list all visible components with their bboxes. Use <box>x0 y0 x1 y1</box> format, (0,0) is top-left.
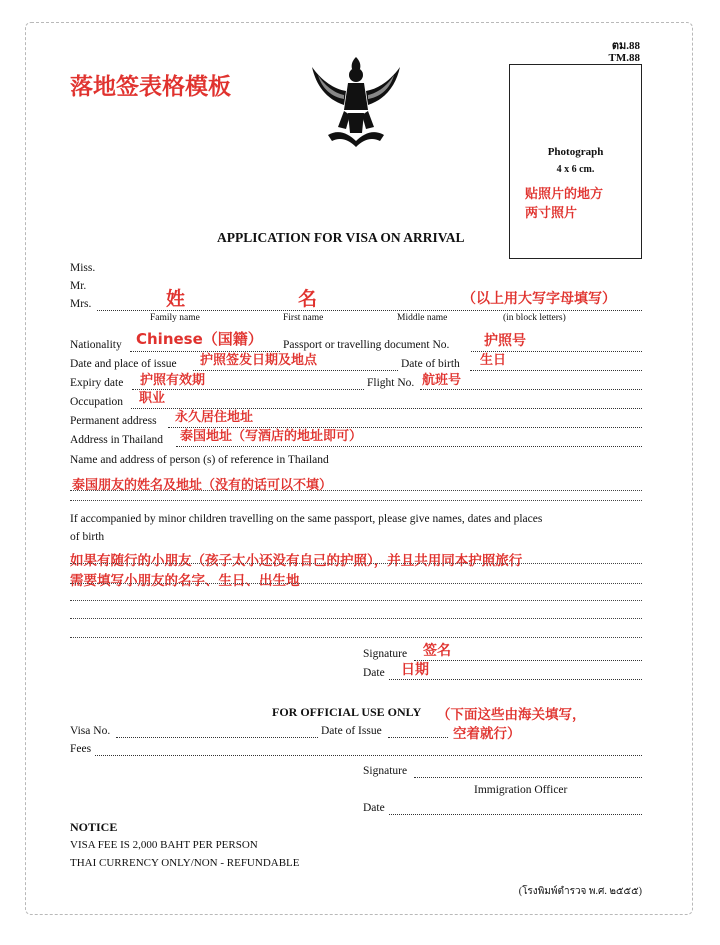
children-text-2: of birth <box>70 531 105 543</box>
date-label: Date <box>363 667 385 679</box>
flight-note: 航班号 <box>422 373 462 388</box>
title-miss: Miss. <box>70 262 96 274</box>
signature-label: Signature <box>363 648 408 660</box>
middle-name-label: Middle name <box>397 313 448 323</box>
flight-field[interactable] <box>420 389 642 390</box>
fees-field[interactable] <box>95 755 642 756</box>
reference-line-2[interactable] <box>70 500 642 501</box>
notice-line-1: VISA FEE IS 2,000 BAHT PER PERSON <box>70 839 258 851</box>
family-name-note: 姓 <box>166 288 186 310</box>
photo-size: 4 x 6 cm. <box>556 164 595 175</box>
date-of-issue-field[interactable] <box>388 737 448 738</box>
title-mr: Mr. <box>70 280 87 292</box>
signature-note: 签名 <box>423 643 451 659</box>
birth-note: 生日 <box>480 353 507 368</box>
official-date-field[interactable] <box>389 814 642 815</box>
official-note-1: （下面这些由海关填写， <box>437 707 586 723</box>
issue-note: 护照签发日期及地点 <box>200 353 318 368</box>
photo-note-2: 两寸照片 <box>525 206 578 221</box>
block-letters-note: （以上用大写字母填写） <box>462 291 616 307</box>
children-line-4[interactable] <box>70 618 642 619</box>
expiry-field[interactable] <box>132 389 364 390</box>
official-signature-field[interactable] <box>414 777 642 778</box>
notice-heading: NOTICE <box>70 820 118 834</box>
issue-field[interactable] <box>193 370 398 371</box>
nationality-note: Chinese（国籍） <box>136 330 263 348</box>
permanent-address-label: Permanent address <box>70 415 157 427</box>
form-code-thai: ตม.88 <box>611 40 640 52</box>
thailand-address-label: Address in Thailand <box>70 434 164 446</box>
reference-line-1[interactable] <box>70 490 642 491</box>
photo-label: Photograph <box>547 146 604 158</box>
issue-label: Date and place of issue <box>70 358 177 370</box>
occupation-note: 职业 <box>139 391 166 406</box>
official-signature-label: Signature <box>363 765 408 777</box>
signature-field[interactable] <box>414 660 642 661</box>
children-line-5[interactable] <box>70 637 642 638</box>
children-note-2: 需要填写小朋友的名字、生日、出生地 <box>70 573 300 589</box>
permanent-address-note: 永久居住地址 <box>175 410 254 425</box>
reference-label: Name and address of person (s) of reference in Thailand <box>70 454 329 466</box>
printer-note: (โรงพิมพ์ตำรวจ พ.ศ. ๒๕๕๕) <box>518 886 642 897</box>
photo-note-1: 贴照片的地方 <box>525 187 604 202</box>
form-title: APPLICATION FOR VISA ON ARRIVAL <box>217 230 465 245</box>
official-date-label: Date <box>363 802 385 814</box>
photo-box[interactable] <box>509 64 642 259</box>
expiry-note: 护照有效期 <box>140 373 206 388</box>
date-of-issue-label: Date of Issue <box>321 725 382 737</box>
children-line-1[interactable] <box>70 563 642 564</box>
fees-label: Fees <box>70 743 92 755</box>
form-code: TM.88 <box>608 52 640 64</box>
first-name-label: First name <box>283 313 324 323</box>
passport-note: 护照号 <box>484 333 526 349</box>
garuda-emblem-icon <box>308 55 404 150</box>
template-title: 落地签表格模板 <box>70 74 231 100</box>
date-field[interactable] <box>389 679 642 680</box>
family-name-label: Family name <box>150 313 200 323</box>
reference-note: 泰国朋友的姓名及地址（没有的话可以不填） <box>72 478 333 493</box>
passport-label: Passport or travelling document No. <box>283 339 450 351</box>
immigration-officer-label: Immigration Officer <box>474 784 568 796</box>
children-line-3[interactable] <box>70 600 642 601</box>
thailand-address-note: 泰国地址（写酒店的地址即可） <box>180 429 363 444</box>
title-mrs: Mrs. <box>70 298 92 310</box>
flight-label: Flight No. <box>367 377 415 389</box>
nationality-label: Nationality <box>70 339 122 351</box>
birth-field[interactable] <box>470 370 642 371</box>
children-line-2[interactable] <box>70 583 642 584</box>
official-use-heading: FOR OFFICIAL USE ONLY <box>272 705 422 719</box>
expiry-label: Expiry date <box>70 377 124 389</box>
thailand-address-field[interactable] <box>176 446 642 447</box>
visa-no-label: Visa No. <box>70 725 111 737</box>
occupation-label: Occupation <box>70 396 124 408</box>
children-text-1: If accompanied by minor children travelling on the same passport, please give names, dates and places <box>70 513 543 525</box>
birth-label: Date of birth <box>401 358 460 370</box>
children-note-1: 如果有随行的小朋友（孩子太小还没有自己的护照），并且共用同本护照旅行 <box>70 553 523 569</box>
block-letters-label: (in block letters) <box>503 313 566 323</box>
notice-line-2: THAI CURRENCY ONLY/NON - REFUNDABLE <box>70 857 300 869</box>
first-name-note: 名 <box>298 288 318 310</box>
official-note-2: 空着就行） <box>453 726 521 742</box>
visa-no-field[interactable] <box>116 737 318 738</box>
date-note: 日期 <box>401 662 429 678</box>
